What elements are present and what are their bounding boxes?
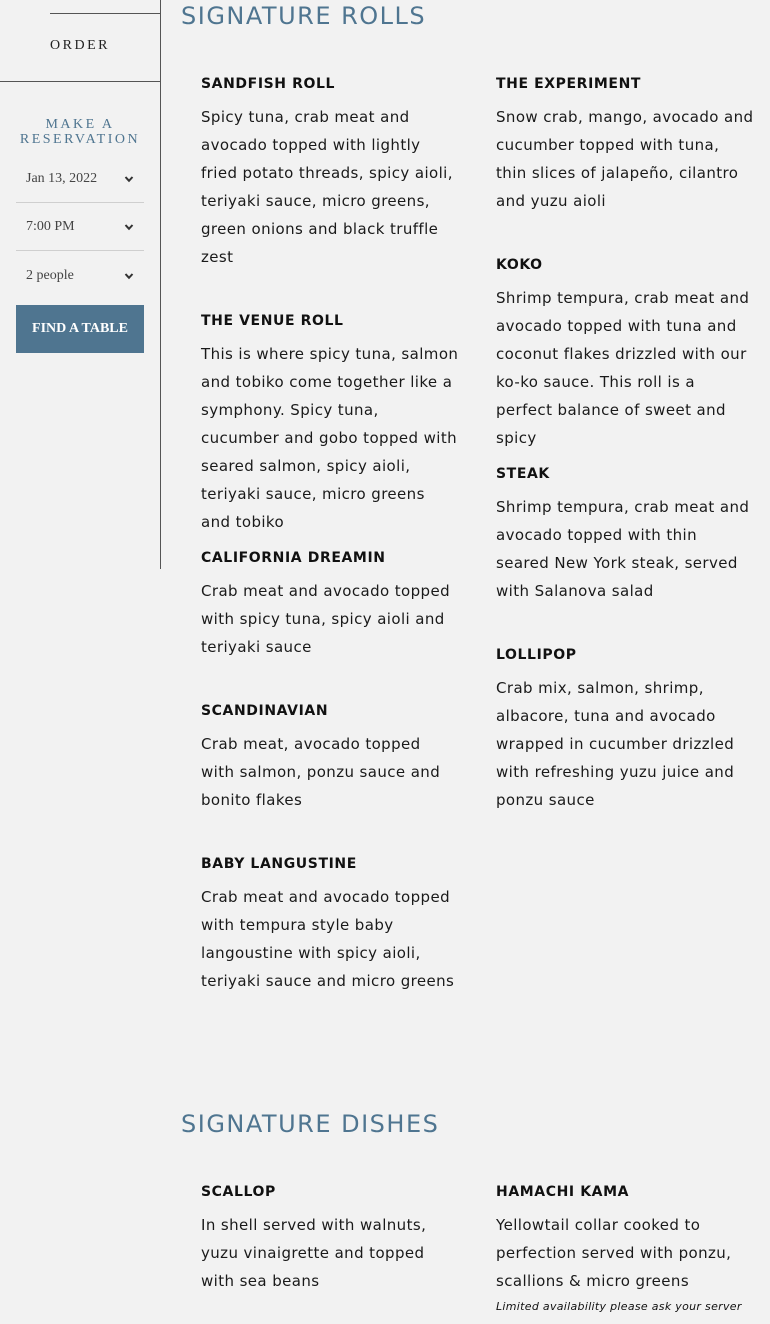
menu-item <box>496 75 754 215</box>
menu-item-name: THE EXPERIMENT <box>496 76 642 92</box>
chevron-down-icon <box>124 222 134 232</box>
menu-item-description: Shrimp tempura, crab meat and avocado topped with thin seared New York steak, served with Salanova salad <box>496 498 750 600</box>
time-value: 7:00 PM <box>26 219 75 234</box>
date-select[interactable] <box>16 156 144 203</box>
section-title-dishes: SIGNATURE DISHES <box>181 1110 440 1138</box>
menu-item-name: CALIFORNIA DREAMIN <box>201 550 386 566</box>
menu-item <box>201 702 459 814</box>
reservation-title-text: MAKE A RESERVATION <box>19 117 141 147</box>
menu-item-description: Crab meat, avocado topped with salmon, ponzu sauce and bonito flakes <box>201 735 441 809</box>
divider <box>0 81 160 82</box>
menu-item <box>496 1183 754 1295</box>
menu-item-description: In shell served with walnuts, yuzu vinaigrette and topped with sea beans <box>201 1216 427 1290</box>
menu-item-name: STEAK <box>496 466 550 482</box>
menu-item-name: SCALLOP <box>201 1184 276 1200</box>
reservation-title <box>0 117 160 147</box>
menu-item <box>496 465 754 605</box>
availability-note: Limited availability please ask your server <box>496 1300 742 1313</box>
find-a-table-button[interactable]: FIND A TABLE <box>16 305 144 353</box>
order-link[interactable]: ORDER <box>50 38 110 53</box>
menu-item <box>201 75 459 271</box>
menu-item-description: Crab meat and avocado topped with spicy tuna, spicy aioli and teriyaki sauce <box>201 582 450 656</box>
chevron-down-icon <box>124 271 134 281</box>
time-select[interactable] <box>16 204 144 251</box>
chevron-down-icon <box>124 174 134 184</box>
menu-item-description: Yellowtail collar cooked to perfection served with ponzu, scallions & micro greens <box>496 1216 732 1290</box>
menu-item-description: Snow crab, mango, avocado and cucumber topped with tuna, thin slices of jalapeño, cilantro and yuzu aioli <box>496 108 754 210</box>
menu-item <box>496 256 754 452</box>
menu-item-name: BABY LANGUSTINE <box>201 856 357 872</box>
menu-item-description: Crab meat and avocado topped with tempura style baby langoustine with spicy aioli, teriyaki sauce and micro greens <box>201 888 455 990</box>
section-title-rolls: SIGNATURE ROLLS <box>181 2 427 30</box>
party-size-value: 2 people <box>26 267 74 283</box>
menu-item <box>201 1183 459 1295</box>
date-value: Jan 13, 2022 <box>26 171 98 186</box>
menu-item-description: Shrimp tempura, crab meat and avocado topped with tuna and coconut flakes drizzled with our ko-ko sauce. This roll is a perfect balance of sweet and spicy <box>496 289 750 447</box>
menu-item <box>201 312 459 536</box>
menu-item-name: THE VENUE ROLL <box>201 313 344 329</box>
menu-item-name: KOKO <box>496 257 543 273</box>
party-size-select[interactable] <box>16 252 144 299</box>
menu-item-name: LOLLIPOP <box>496 647 577 663</box>
menu-item-name: SANDFISH ROLL <box>201 76 336 92</box>
menu-item <box>496 646 754 814</box>
menu-item-description: This is where spicy tuna, salmon and tobiko come together like a symphony. Spicy tuna, cucumber and gobo topped with seared salmon, spicy aioli, teriyaki sauce, micro greens and tobiko <box>201 345 459 531</box>
menu-item-description: Spicy tuna, crab meat and avocado topped with lightly fried potato threads, spicy aioli, teriyaki sauce, micro greens, green onions and black truffle zest <box>201 108 453 266</box>
menu-item <box>201 549 459 661</box>
menu-item-description: Crab mix, salmon, shrimp, albacore, tuna and avocado wrapped in cucumber drizzled with refreshing yuzu juice and ponzu sauce <box>496 679 735 809</box>
menu-item-name: HAMACHI KAMA <box>496 1184 630 1200</box>
menu-item-name: SCANDINAVIAN <box>201 703 329 719</box>
divider <box>50 13 160 14</box>
menu-item <box>201 855 459 995</box>
sidebar <box>0 0 161 569</box>
